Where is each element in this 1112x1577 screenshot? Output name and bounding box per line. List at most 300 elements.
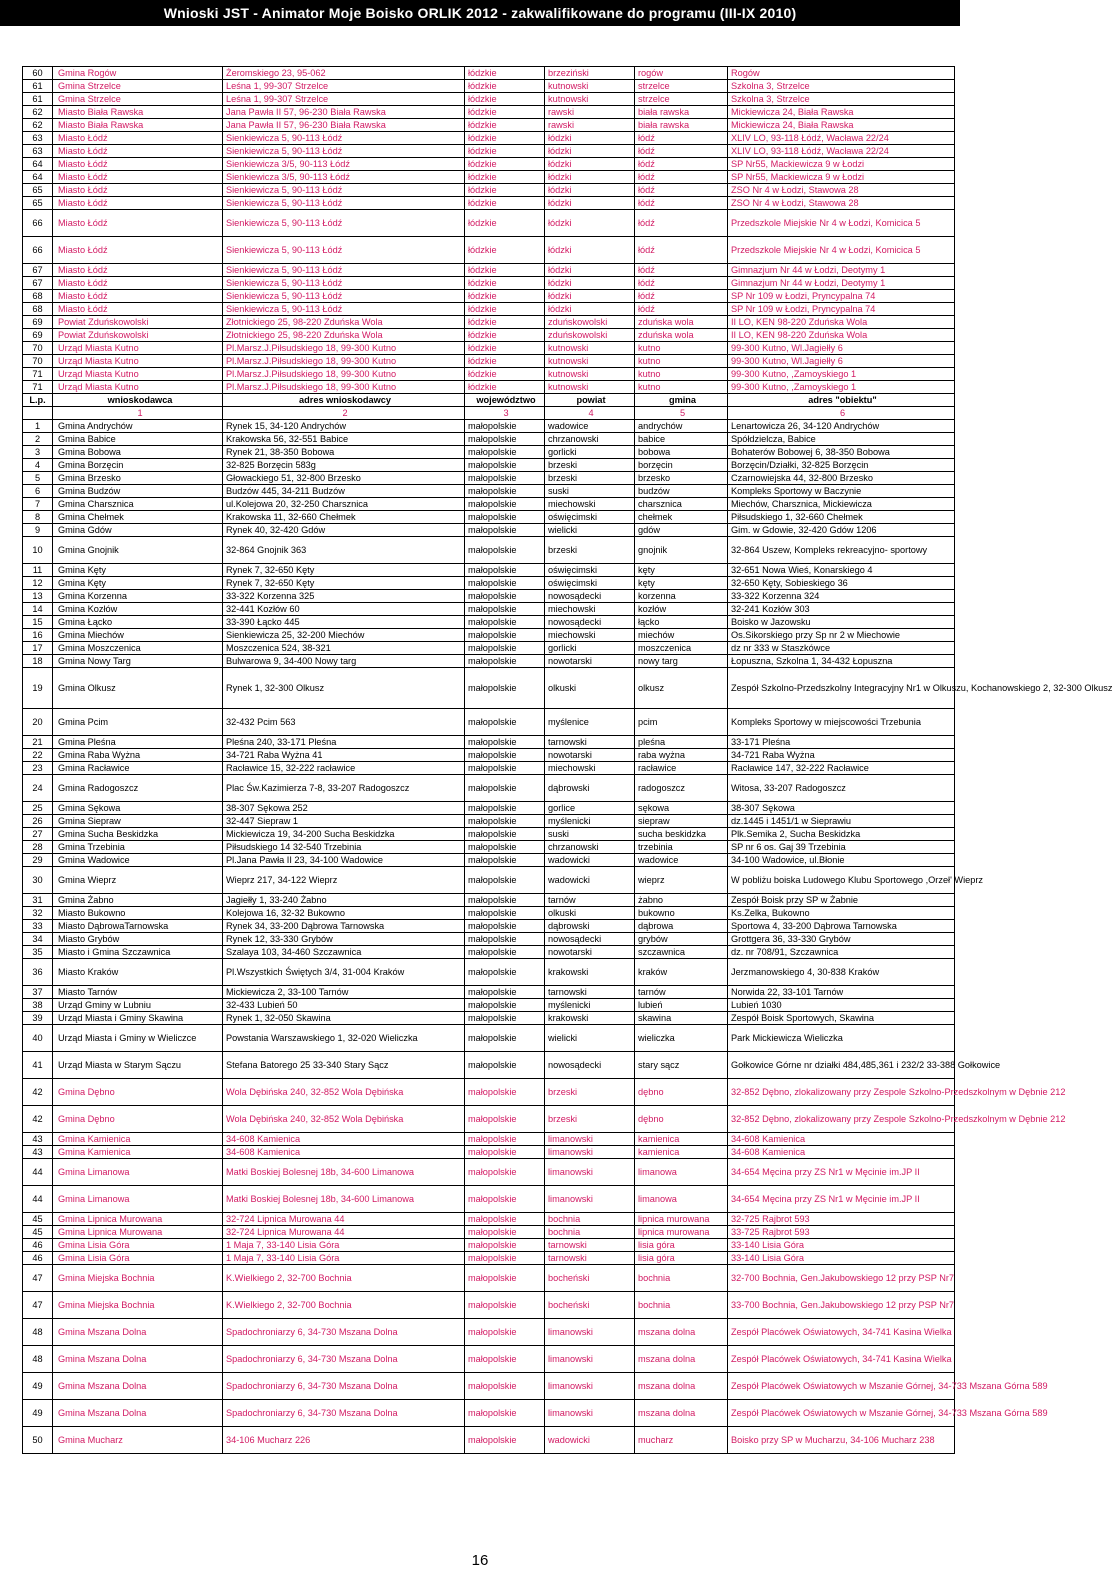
table-row <box>23 80 955 93</box>
table-cell: dąbrowski <box>545 775 635 802</box>
table-cell: Zespół Szkolno-Przedszkolny Integracyjny Nr1 w Olkuszu, Kochanowskiego 2, 32-300 Olkusz <box>728 668 955 709</box>
table-cell: Urząd Miasta i Gminy w Wieliczce <box>53 1025 223 1052</box>
table-cell: moszczenica <box>635 642 728 655</box>
table-cell: Gmina Dębno <box>53 1106 223 1133</box>
table-cell: Zespół Boisk Sportowych, Skawina <box>728 1012 955 1025</box>
table-cell: 23 <box>23 762 53 775</box>
table-cell: borzęcin <box>635 459 728 472</box>
table-cell: lisia góra <box>635 1252 728 1265</box>
table-cell: Miasto Biała Rawska <box>53 106 223 119</box>
table-cell: limanowski <box>545 1146 635 1159</box>
table-cell: małopolskie <box>465 894 545 907</box>
table-cell: Czarnowiejska 44, 32-800 Brzesko <box>728 472 955 485</box>
table-cell: łódzki <box>545 210 635 237</box>
table-cell: kozłów <box>635 603 728 616</box>
table-cell: 66 <box>23 210 53 237</box>
table-cell: 32-432 Pcim 563 <box>223 709 465 736</box>
table-cell: 8 <box>23 511 53 524</box>
table-row <box>23 854 955 867</box>
table-cell: 5 <box>635 407 728 420</box>
table-cell: Gmina Sucha Beskidzka <box>53 828 223 841</box>
table-cell: SP Nr55, Mackiewicza 9 w Łodzi <box>728 171 955 184</box>
table-cell: 38 <box>23 999 53 1012</box>
table-cell: szczawnica <box>635 946 728 959</box>
table-cell: 48 <box>23 1319 53 1346</box>
table-cell: Urząd Miasta i Gminy Skawina <box>53 1012 223 1025</box>
table-cell: 32-825 Borzęcin 583g <box>223 459 465 472</box>
table-cell: łódzki <box>545 277 635 290</box>
table-cell: dąbrowski <box>545 920 635 933</box>
table-cell: łódzkie <box>465 303 545 316</box>
table-cell: kutno <box>635 342 728 355</box>
table-cell: Gmina Kozłów <box>53 603 223 616</box>
table-row <box>23 1146 955 1159</box>
table-row <box>23 629 955 642</box>
table-cell: Borzęcin/Działki, 32-825 Borzęcin <box>728 459 955 472</box>
table-row <box>23 132 955 145</box>
table-cell: małopolskie <box>465 616 545 629</box>
table-cell: bochnia <box>545 1213 635 1226</box>
table-cell: małopolskie <box>465 709 545 736</box>
table-cell: limanowski <box>545 1186 635 1213</box>
table-row <box>23 564 955 577</box>
table-cell: Kompleks Sportowy w Baczynie <box>728 485 955 498</box>
table-cell: Gmina Nowy Targ <box>53 655 223 668</box>
table-cell: łódź <box>635 290 728 303</box>
table-row <box>23 197 955 210</box>
table-cell: nowotarski <box>545 946 635 959</box>
table-cell: Gmina Lisia Góra <box>53 1252 223 1265</box>
table-cell: małopolskie <box>465 511 545 524</box>
table-cell: łódź <box>635 145 728 158</box>
table-cell: 32-864 Gnojnik 363 <box>223 537 465 564</box>
table-cell: brzeski <box>545 459 635 472</box>
table-cell: 99-300 Kutno, ,Zamoyskiego 1 <box>728 368 955 381</box>
table-cell: stary sącz <box>635 1052 728 1079</box>
table-cell: nowy targ <box>635 655 728 668</box>
table-cell: łódzkie <box>465 171 545 184</box>
table-cell: Pl.Marsz.J.Piłsudskiego 18, 99-300 Kutno <box>223 368 465 381</box>
table-cell: łódzkie <box>465 119 545 132</box>
table-cell: Gmina Kęty <box>53 564 223 577</box>
table-cell: łódzkie <box>465 80 545 93</box>
table-cell: dębno <box>635 1079 728 1106</box>
table-cell: ZSO Nr 4 w Łodzi, Stawowa 28 <box>728 197 955 210</box>
table-cell: 33-171 Pleśna <box>728 736 955 749</box>
table-cell: łódzkie <box>465 316 545 329</box>
table-cell: Gmina Wadowice <box>53 854 223 867</box>
table-cell: bochnia <box>635 1292 728 1319</box>
table-cell: Powiat Zduńskowolski <box>53 316 223 329</box>
table-cell: łódzki <box>545 145 635 158</box>
table-cell: Gmina Borzęcin <box>53 459 223 472</box>
table-cell: 70 <box>23 342 53 355</box>
table-cell: 44 <box>23 1159 53 1186</box>
table-row <box>23 1213 955 1226</box>
table-cell: łódzki <box>545 197 635 210</box>
table-cell: małopolskie <box>465 590 545 603</box>
table-cell: tarnowski <box>545 736 635 749</box>
table-cell: chrzanowski <box>545 433 635 446</box>
table-cell: łódź <box>635 264 728 277</box>
table-cell: Sienkiewicza 5, 90-113 Łódź <box>223 145 465 158</box>
table-cell: łódzki <box>545 184 635 197</box>
table-cell: Gmina Budzów <box>53 485 223 498</box>
table-cell: 25 <box>23 802 53 815</box>
table-cell: małopolskie <box>465 1226 545 1239</box>
table-cell: Miasto Łódź <box>53 210 223 237</box>
table-cell: Gmina Mszana Dolna <box>53 1346 223 1373</box>
table-cell: 30 <box>23 867 53 894</box>
table-cell: Gmina Miejska Bochnia <box>53 1265 223 1292</box>
table-cell: wielicki <box>545 524 635 537</box>
table-cell: Zespół Placówek Oświatowych, 34-741 Kasina Wielka <box>728 1346 955 1373</box>
table-cell: limanowski <box>545 1400 635 1427</box>
table-cell: łódzkie <box>465 355 545 368</box>
table-cell: 3 <box>465 407 545 420</box>
table-cell: Zespół Boisk przy SP w Żabnie <box>728 894 955 907</box>
table-cell: łódzkie <box>465 210 545 237</box>
table-cell: wieliczka <box>635 1025 728 1052</box>
table-cell: Rynek 40, 32-420 Gdów <box>223 524 465 537</box>
table-row <box>23 841 955 854</box>
table-cell: Rynek 1, 32-050 Skawina <box>223 1012 465 1025</box>
table-cell: Gmina Pleśna <box>53 736 223 749</box>
table-cell: małopolskie <box>465 524 545 537</box>
table-cell: małopolskie <box>465 537 545 564</box>
table-cell: łódzkie <box>465 106 545 119</box>
table-cell: małopolskie <box>465 1265 545 1292</box>
table-row <box>23 420 955 433</box>
table-cell: 33 <box>23 920 53 933</box>
table-cell: Miasto Łódź <box>53 290 223 303</box>
table-cell: Wieprz 217, 34-122 Wieprz <box>223 867 465 894</box>
table-cell: miechów <box>635 629 728 642</box>
table-cell: II LO, KEN 98-220 Zduńska Wola <box>728 316 955 329</box>
table-cell: Sienkiewicza 5, 90-113 Łódź <box>223 237 465 264</box>
table-cell: Gmina Moszczenica <box>53 642 223 655</box>
table-cell: 39 <box>23 1012 53 1025</box>
table-cell: łódzkie <box>465 197 545 210</box>
table-cell: 42 <box>23 1106 53 1133</box>
table-cell: małopolskie <box>465 986 545 999</box>
table-cell: łódź <box>635 158 728 171</box>
table-cell: Matki Boskiej Bolesnej 18b, 34-600 Limanowa <box>223 1186 465 1213</box>
table-cell: Miechów, Charsznica, Mickiewicza <box>728 498 955 511</box>
table-cell: olkuski <box>545 907 635 920</box>
table-cell: Spadochroniarzy 6, 34-730 Mszana Dolna <box>223 1373 465 1400</box>
table-row <box>23 1079 955 1106</box>
table-cell: 1 <box>53 407 223 420</box>
table-cell: babice <box>635 433 728 446</box>
table-cell: małopolskie <box>465 642 545 655</box>
table-cell: małopolskie <box>465 1052 545 1079</box>
table-cell: Gmina Łącko <box>53 616 223 629</box>
table-cell: Miasto Łódź <box>53 237 223 264</box>
table-cell: kutnowski <box>545 368 635 381</box>
table-cell: bochnia <box>635 1265 728 1292</box>
table-cell: Boisko w Jazowsku <box>728 616 955 629</box>
table-cell: Miasto Tarnów <box>53 986 223 999</box>
table-cell: 18 <box>23 655 53 668</box>
table-cell: łódzkie <box>465 329 545 342</box>
table-row <box>23 999 955 1012</box>
table-cell: 34-654 Męcina przy ZS Nr1 w Męcinie im.JP II <box>728 1186 955 1213</box>
table-cell: mszana dolna <box>635 1319 728 1346</box>
table-cell: 14 <box>23 603 53 616</box>
table-row <box>23 1292 955 1319</box>
table-cell: bocheński <box>545 1265 635 1292</box>
table-cell: małopolskie <box>465 1012 545 1025</box>
table-cell: 33-322 Korzenna 324 <box>728 590 955 603</box>
table-cell: 45 <box>23 1226 53 1239</box>
table-cell: gorlice <box>545 802 635 815</box>
table-cell: Miasto Łódź <box>53 145 223 158</box>
table-cell: 6 <box>728 407 955 420</box>
table-cell: Rynek 7, 32-650 Kęty <box>223 564 465 577</box>
table-cell: Piłsudskiego 1, 32-660 Chełmek <box>728 511 955 524</box>
table-cell: Sienkiewicza 5, 90-113 Łódź <box>223 264 465 277</box>
table-cell: 32 <box>23 907 53 920</box>
table-cell: lisia góra <box>635 1239 728 1252</box>
table-cell: Rynek 15, 34-120 Andrychów <box>223 420 465 433</box>
applications-table <box>22 66 1112 1454</box>
table-cell: małopolskie <box>465 828 545 841</box>
table-cell: 43 <box>23 1133 53 1146</box>
table-cell: Jagiełły 1, 33-240 Żabno <box>223 894 465 907</box>
table-cell: 63 <box>23 145 53 158</box>
table-row <box>23 106 955 119</box>
table-cell: lubień <box>635 999 728 1012</box>
table-cell: limanowa <box>635 1186 728 1213</box>
table-cell: Miasto Łódź <box>53 303 223 316</box>
table-row <box>23 316 955 329</box>
table-cell: Spadochroniarzy 6, 34-730 Mszana Dolna <box>223 1400 465 1427</box>
table-cell: 49 <box>23 1373 53 1400</box>
table-cell: Urząd Miasta Kutno <box>53 381 223 394</box>
table-cell: Sienkiewicza 5, 90-113 Łódź <box>223 277 465 290</box>
table-cell: Gmina Lipnica Murowana <box>53 1226 223 1239</box>
table-cell: 34-608 Kamienica <box>728 1146 955 1159</box>
table-cell: małopolskie <box>465 1319 545 1346</box>
table-cell: łódzki <box>545 132 635 145</box>
table-cell: Żeromskiego 23, 95-062 <box>223 67 465 80</box>
table-cell: 1 Maja 7, 33-140 Lisia Góra <box>223 1252 465 1265</box>
table-row <box>23 1427 955 1454</box>
table-cell: Gmina Radogoszcz <box>53 775 223 802</box>
table-cell: 71 <box>23 368 53 381</box>
table-cell: 67 <box>23 277 53 290</box>
table-cell: wadowicki <box>545 854 635 867</box>
table-cell: Jana Pawła II 57, 96-230 Biała Rawska <box>223 119 465 132</box>
table-cell: Bohaterów Bobowej 6, 38-350 Bobowa <box>728 446 955 459</box>
table-cell: 68 <box>23 290 53 303</box>
table-cell: 15 <box>23 616 53 629</box>
table-cell: małopolskie <box>465 1346 545 1373</box>
table-cell: 34-608 Kamienica <box>223 1133 465 1146</box>
table-cell: limanowa <box>635 1159 728 1186</box>
table-cell: 19 <box>23 668 53 709</box>
table-cell: 47 <box>23 1265 53 1292</box>
table-cell: biała rawska <box>635 106 728 119</box>
table-cell: 4 <box>23 459 53 472</box>
table-cell: małopolskie <box>465 802 545 815</box>
table-cell: 61 <box>23 93 53 106</box>
table-cell: rawski <box>545 119 635 132</box>
table-cell <box>23 407 53 420</box>
table-cell: łódzkie <box>465 184 545 197</box>
table-cell: miechowski <box>545 603 635 616</box>
table-cell: 4 <box>545 407 635 420</box>
table-cell: sękowa <box>635 802 728 815</box>
table-cell: łódź <box>635 171 728 184</box>
table-row <box>23 1012 955 1025</box>
table-cell: mszana dolna <box>635 1373 728 1400</box>
table-cell: Wola Dębińska 240, 32-852 Wola Dębińska <box>223 1106 465 1133</box>
table-cell: Plac Św.Kazimierza 7-8, 33-207 Radogoszcz <box>223 775 465 802</box>
table-row <box>23 381 955 394</box>
table-cell: Miasto Łódź <box>53 171 223 184</box>
table-cell: łódź <box>635 210 728 237</box>
table-cell: łódzki <box>545 264 635 277</box>
table-cell: tarnowski <box>545 986 635 999</box>
table-cell: myślenicki <box>545 815 635 828</box>
table-cell: ZSO Nr 4 w Łodzi, Stawowa 28 <box>728 184 955 197</box>
table-cell: myślenicki <box>545 999 635 1012</box>
table-cell: 34-608 Kamienica <box>223 1146 465 1159</box>
table-cell: Urząd Gminy w Lubniu <box>53 999 223 1012</box>
table-cell: Gmina Mszana Dolna <box>53 1373 223 1400</box>
table-cell: Gmina Lipnica Murowana <box>53 1213 223 1226</box>
table-cell: gdów <box>635 524 728 537</box>
table-body <box>23 67 1112 1454</box>
table-cell: Gmina Mucharz <box>53 1427 223 1454</box>
table-cell: Gmina Limanowa <box>53 1159 223 1186</box>
table-row <box>23 749 955 762</box>
table-cell: 1 <box>23 420 53 433</box>
table-cell: oświęcimski <box>545 564 635 577</box>
table-cell: 33-322 Korzenna 325 <box>223 590 465 603</box>
table-cell: 62 <box>23 119 53 132</box>
table-row <box>23 171 955 184</box>
table-cell: Gmina Mszana Dolna <box>53 1400 223 1427</box>
table-cell: gmina <box>635 394 728 407</box>
table-cell: małopolskie <box>465 564 545 577</box>
table-cell: kraków <box>635 959 728 986</box>
table-cell: limanowski <box>545 1319 635 1346</box>
table-row <box>23 933 955 946</box>
table-cell: Spadochroniarzy 6, 34-730 Mszana Dolna <box>223 1346 465 1373</box>
table-cell: zduńskowolski <box>545 316 635 329</box>
table-cell: Miasto Łódź <box>53 277 223 290</box>
table-cell: Gmina Miechów <box>53 629 223 642</box>
table-cell: tarnowski <box>545 1239 635 1252</box>
table-row <box>23 1106 955 1133</box>
table-cell: Gmina Miejska Bochnia <box>53 1292 223 1319</box>
table-cell: Budzów 445, 34-211 Budzów <box>223 485 465 498</box>
table-cell: Gmina Gnojnik <box>53 537 223 564</box>
table-cell: brzesko <box>635 472 728 485</box>
table-cell: Witosa, 33-207 Radogoszcz <box>728 775 955 802</box>
table-cell: Gmina Lisia Góra <box>53 1239 223 1252</box>
table-cell: siepraw <box>635 815 728 828</box>
table-cell: 99-300 Kutno, Wl.Jagiełły 6 <box>728 342 955 355</box>
table-cell: Jana Pawła II 57, 96-230 Biała Rawska <box>223 106 465 119</box>
table-cell: 32-433 Lubień 50 <box>223 999 465 1012</box>
table-cell: małopolskie <box>465 867 545 894</box>
table-cell: Pl.Jana Pawła II 23, 34-100 Wadowice <box>223 854 465 867</box>
table-cell: nowosądecki <box>545 1052 635 1079</box>
table-cell: małopolskie <box>465 485 545 498</box>
table-cell: 99-300 Kutno, ,Zamoyskiego 1 <box>728 381 955 394</box>
table-cell: Ks.Zelka, Bukowno <box>728 907 955 920</box>
table-cell: 32-864 Uszew, Kompleks rekreacyjno- sportowy <box>728 537 955 564</box>
table-cell: małopolskie <box>465 1186 545 1213</box>
table-cell: zduńska wola <box>635 329 728 342</box>
table-cell: dąbrowa <box>635 920 728 933</box>
table-cell: Zespół Placówek Oświatowych w Mszanie Górnej, 34-733 Mszana Górna 589 <box>728 1400 955 1427</box>
table-cell: Złotnickiego 25, 98-220 Zduńska Wola <box>223 329 465 342</box>
table-cell: ul.Kolejowa 20, 32-250 Charsznica <box>223 498 465 511</box>
table-row <box>23 524 955 537</box>
table-cell: bocheński <box>545 1292 635 1319</box>
table-cell: małopolskie <box>465 577 545 590</box>
table-cell: brzeski <box>545 537 635 564</box>
table-cell: 34-100 Wadowice, ul.Błonie <box>728 854 955 867</box>
table-row <box>23 1133 955 1146</box>
table-cell: małopolskie <box>465 933 545 946</box>
table-cell: małopolskie <box>465 1292 545 1319</box>
table-cell: 33-700 Bochnia, Gen.Jakubowskiego 12 przy PSP Nr7 <box>728 1292 955 1319</box>
table-cell: 1 Maja 7, 33-140 Lisia Góra <box>223 1239 465 1252</box>
table-cell: 32-724 Lipnica Murowana 44 <box>223 1213 465 1226</box>
table-cell: Gmina Brzesko <box>53 472 223 485</box>
table-cell: małopolskie <box>465 1146 545 1159</box>
table-row <box>23 511 955 524</box>
table-cell: Spadochroniarzy 6, 34-730 Mszana Dolna <box>223 1319 465 1346</box>
table-row <box>23 867 955 894</box>
table-cell: 9 <box>23 524 53 537</box>
table-cell: tarnowski <box>545 1252 635 1265</box>
table-cell: Gimnazjum Nr 44 w Łodzi, Deotymy 1 <box>728 264 955 277</box>
table-cell: 5 <box>23 472 53 485</box>
table-cell: Rynek 7, 32-650 Kęty <box>223 577 465 590</box>
table-cell: 64 <box>23 171 53 184</box>
table-cell: Gmina Babice <box>53 433 223 446</box>
table-row <box>23 590 955 603</box>
table-cell: 71 <box>23 381 53 394</box>
table-cell: nowotarski <box>545 655 635 668</box>
table-row <box>23 1400 955 1427</box>
table-cell: Gimnazjum Nr 44 w Łodzi, Deotymy 1 <box>728 277 955 290</box>
table-cell: małopolskie <box>465 841 545 854</box>
table-cell: SP Nr 109 w Łodzi, Pryncypalna 74 <box>728 303 955 316</box>
table-cell: Gmina Sękowa <box>53 802 223 815</box>
table-cell: małopolskie <box>465 749 545 762</box>
table-cell: 47 <box>23 1292 53 1319</box>
table-cell: 32-724 Lipnica Murowana 44 <box>223 1226 465 1239</box>
table-cell: łódzkie <box>465 93 545 106</box>
table-cell: W pobliżu boiska Ludowego Klubu Sportowego ,Orzeł' Wieprz <box>728 867 955 894</box>
table-cell: brzeski <box>545 1079 635 1106</box>
table-cell: 34-721 Raba Wyżna 41 <box>223 749 465 762</box>
table-cell: małopolskie <box>465 1025 545 1052</box>
table-cell: małopolskie <box>465 1106 545 1133</box>
table-cell: Miasto DąbrowaTarnowska <box>53 920 223 933</box>
table-cell: Rynek 21, 38-350 Bobowa <box>223 446 465 459</box>
table-cell: Krakowska 11, 32-660 Chełmek <box>223 511 465 524</box>
table-cell: Miasto Biała Rawska <box>53 119 223 132</box>
